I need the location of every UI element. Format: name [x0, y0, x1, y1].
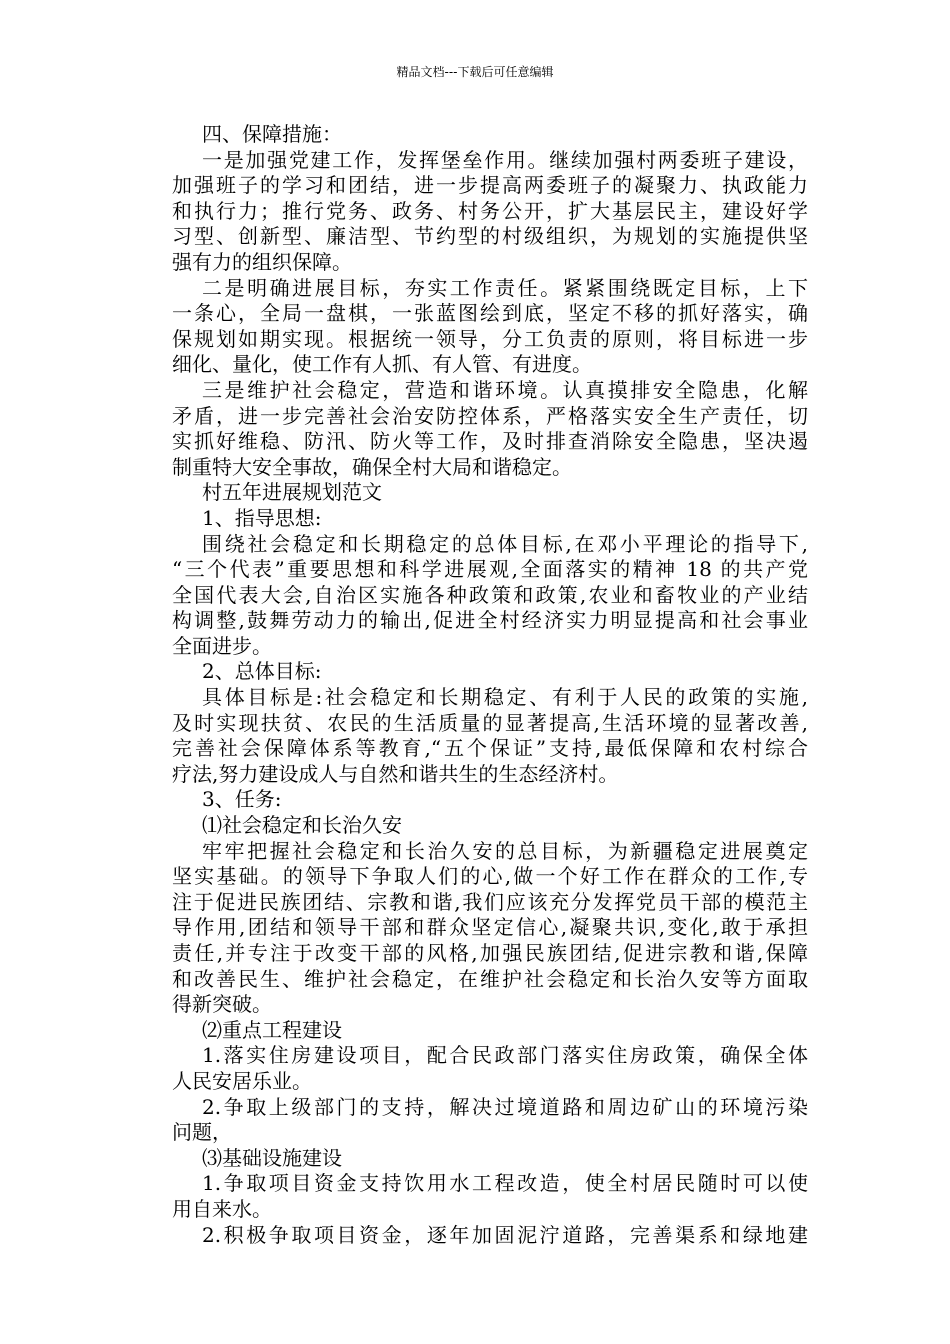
document-body	[172, 122, 808, 1248]
text-line: 构调整,鼓舞劳动力的输出,促进全村经济实力明显提高和社会事业	[172, 608, 808, 633]
text-line: 全国代表大会,自治区实施各种政策和政策,农业和畜牧业的产业结	[172, 582, 808, 607]
text-line: 疗法,努力建设成人与自然和谐共生的生态经济村。	[172, 761, 619, 786]
text-line: 用自来水。	[172, 1196, 272, 1221]
text-line: 2.争取上级部门的支持，解决过境道路和周边矿山的环境污染	[202, 1094, 808, 1119]
text-line: 制重特大安全事故，确保全村大局和谐稳定。	[172, 454, 572, 479]
text-line: 村五年进展规划范文	[202, 480, 382, 505]
text-line: 导作用,团结和领导干部和群众坚定信心,凝聚共识,变化,敢于承担	[172, 915, 808, 940]
text-line: 和执行力；推行党务、政务、村务公开，扩大基层民主，建设好学	[172, 198, 808, 223]
text-line: 及时实现扶贫、农民的生活质量的显著提高,生活环境的显著改善,	[172, 710, 808, 735]
text-line: 2.积极争取项目资金，逐年加固泥泞道路，完善渠系和绿地建	[202, 1222, 808, 1247]
text-line: 完善社会保障体系等教育,“五个保证”支持,最低保障和农村综合	[172, 736, 808, 761]
text-line: ⑴社会稳定和长治久安	[202, 813, 402, 838]
text-line: 强有力的组织保障。	[172, 249, 352, 274]
text-line: 人民安居乐业。	[172, 1068, 312, 1093]
text-line: 3、任务:	[202, 787, 282, 812]
text-line: 坚实基础。的领导下争取人们的心,做一个好工作在群众的工作,专	[172, 864, 808, 889]
text-line: 得新突破。	[172, 992, 272, 1017]
text-line: 三是维护社会稳定，营造和谐环境。认真摸排安全隐患，化解	[202, 377, 808, 402]
text-line: 围绕社会稳定和长期稳定的总体目标,在邓小平理论的指导下,	[202, 531, 808, 556]
text-line: 1.争取项目资金支持饮用水工程改造，使全村居民随时可以使	[202, 1171, 808, 1196]
text-line: 细化、量化，使工作有人抓、有人管、有进度。	[172, 352, 592, 377]
text-line: 加强班子的学习和团结，进一步提高两委班子的凝聚力、执政能力	[172, 173, 808, 198]
text-line: 1.落实住房建设项目，配合民政部门落实住房政策，确保全体	[202, 1043, 808, 1068]
text-line: 2、总体目标:	[202, 659, 322, 684]
text-line: 和改善民生、维护社会稳定，在维护社会稳定和长治久安等方面取	[172, 966, 808, 991]
text-line: ⑶基础设施建设	[202, 1145, 342, 1170]
page-header: 精品文档---下载后可任意编辑	[396, 65, 554, 79]
text-line: 问题，	[172, 1120, 232, 1145]
text-line: ⑵重点工程建设	[202, 1017, 342, 1042]
text-line: 1、指导思想:	[202, 505, 322, 530]
text-line: 四、保障措施：	[202, 122, 342, 146]
text-line: 习型、创新型、廉洁型、节约型的村级组织，为规划的实施提供坚	[172, 224, 808, 249]
text-line: 责任,并专注于改变干部的风格,加强民族团结,促进宗教和谐,保障	[172, 941, 808, 965]
text-line: 一条心，全局一盘棋，一张蓝图绘到底，坚定不移的抓好落实，确	[172, 301, 808, 326]
text-line: 一是加强党建工作，发挥堡垒作用。继续加强村两委班子建设，	[202, 147, 808, 172]
text-line: 保规划如期实现。根据统一领导，分工负责的原则，将目标进一步	[172, 326, 808, 351]
text-line: 注于促进民族团结、宗教和谐,我们应该充分发挥党员干部的模范主	[172, 889, 808, 914]
text-line: “三个代表”重要思想和科学进展观,全面落实的精神 18 的共产党	[172, 557, 808, 582]
text-line: 具体目标是:社会稳定和长期稳定、有利于人民的政策的实施,	[202, 685, 808, 710]
text-line: 牢牢把握社会稳定和长治久安的总目标，为新疆稳定进展奠定	[202, 838, 808, 863]
text-line: 全面进步。	[172, 633, 272, 658]
text-line: 实抓好维稳、防汛、防火等工作，及时排查消除安全隐患，坚决遏	[172, 429, 808, 454]
text-line: 矛盾，进一步完善社会治安防控体系，严格落实安全生产责任，切	[172, 403, 808, 428]
text-line: 二是明确进展目标，夯实工作责任。紧紧围绕既定目标，上下	[202, 275, 808, 300]
